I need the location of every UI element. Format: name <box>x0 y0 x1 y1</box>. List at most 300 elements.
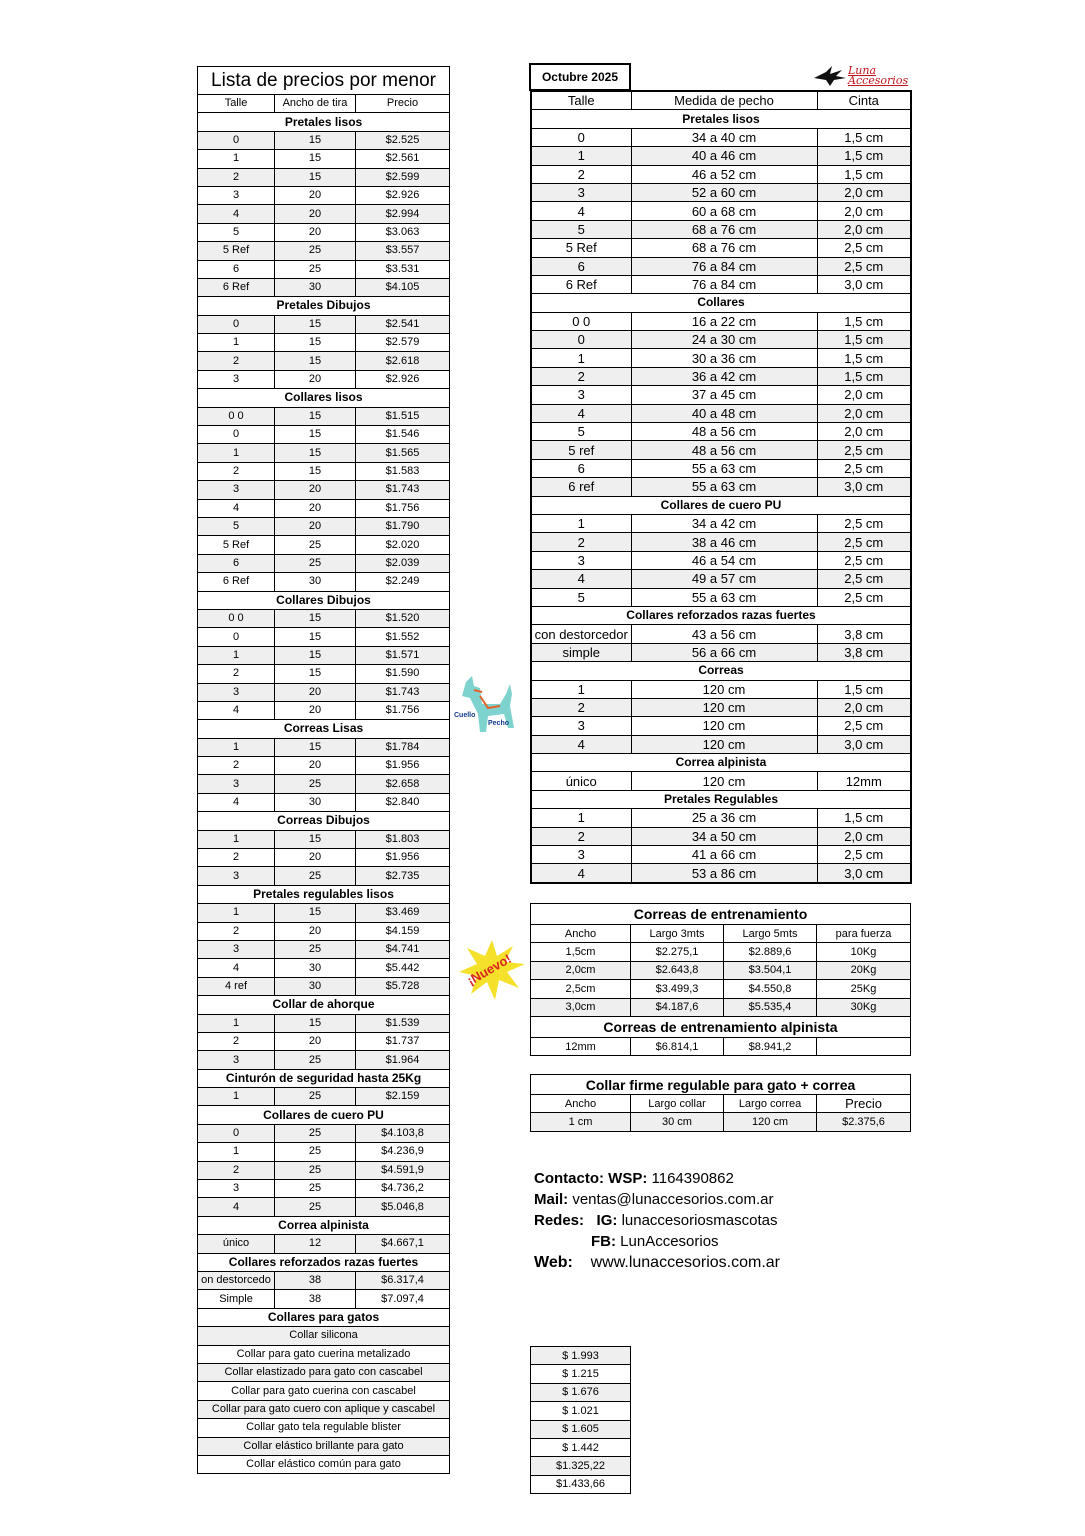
table-row <box>198 1198 450 1216</box>
table-row <box>531 478 911 496</box>
table-cell: 2 <box>198 849 275 867</box>
table-cell: $2.926 <box>356 186 450 204</box>
table-cell: 3,0 cm <box>817 735 911 753</box>
table-cell: $2.249 <box>356 573 450 591</box>
table-row <box>198 444 450 462</box>
column-header: Precio <box>356 95 450 113</box>
table-row <box>198 922 450 940</box>
table-cell: 5 <box>531 220 631 238</box>
table-cell: 3 <box>198 775 275 793</box>
table-cell: 20 <box>275 499 356 517</box>
table-cell: 20 <box>275 922 356 940</box>
table-cell: 30 a 36 cm <box>631 349 817 367</box>
table-cell: 4 <box>198 499 275 517</box>
table-cell: 2 <box>531 533 631 551</box>
table-cell: $3.531 <box>356 260 450 278</box>
table-row <box>531 643 911 661</box>
table-cell: 40 a 46 cm <box>631 147 817 165</box>
cat-item: Collar para gato cuerina metalizado <box>198 1345 450 1363</box>
page-title: Lista de precios por menor <box>198 67 450 95</box>
table-row <box>531 864 911 883</box>
table-cell: 1 <box>531 349 631 367</box>
table-row <box>198 830 450 848</box>
table-cell: 2 <box>531 827 631 845</box>
table-cell: 4 <box>531 864 631 883</box>
table-cell: 5 <box>198 517 275 535</box>
table-cell: $2.599 <box>356 168 450 186</box>
table-cell: 15 <box>275 462 356 480</box>
table-cell: $2.735 <box>356 867 450 885</box>
table-cell: 2 <box>198 922 275 940</box>
table-row <box>198 554 450 572</box>
section-title: Collares Dibujos <box>198 591 450 609</box>
table-cell: 30 <box>275 959 356 977</box>
table-cell: 76 a 84 cm <box>631 275 817 293</box>
contact-facebook: FB: LunAccesorios <box>591 1233 719 1250</box>
table-row <box>198 867 450 885</box>
section-title: Pretales lisos <box>531 110 911 128</box>
table-row <box>198 1235 450 1253</box>
table-row <box>198 1345 450 1363</box>
table-cell: 25 <box>275 536 356 554</box>
table-cell: 15 <box>275 315 356 333</box>
table-cell: 4 <box>198 1198 275 1216</box>
section-header <box>531 110 911 128</box>
table-cell: 1,5 cm <box>817 331 911 349</box>
table-row <box>198 150 450 168</box>
table-cell: 5 Ref <box>198 536 275 554</box>
table-cell: 2,5 cm <box>817 459 911 477</box>
section-title: Cinturón de seguridad hasta 25Kg <box>198 1069 450 1087</box>
section-title: Pretales regulables lisos <box>198 885 450 903</box>
table-cell: 1 <box>531 680 631 698</box>
table-row <box>531 257 911 275</box>
contact-instagram: Redes: IG: lunaccesoriosmascotas <box>534 1212 778 1229</box>
table-row <box>531 809 911 827</box>
section-header <box>531 294 911 312</box>
table-cell: 25 <box>275 242 356 260</box>
table-row <box>198 1143 450 1161</box>
table-cell: 3,0 cm <box>817 864 911 883</box>
dog-icon <box>454 674 522 738</box>
table-cell: 30 <box>275 793 356 811</box>
table-cell: simple <box>531 643 631 661</box>
table-cell: $8.941,2 <box>724 1037 817 1055</box>
table-cell: 43 a 56 cm <box>631 625 817 643</box>
table-cell: 15 <box>275 444 356 462</box>
table-cell: 2 <box>531 165 631 183</box>
training-leash-table <box>530 903 911 1056</box>
table-cell: 1 <box>198 444 275 462</box>
table-cell: 2 <box>198 1032 275 1050</box>
cat-price: $1.325,22 <box>531 1457 631 1475</box>
column-header: Largo 3mts <box>631 925 724 943</box>
table-row <box>198 334 450 352</box>
section-title: Collares reforzados razas fuertes <box>531 606 911 624</box>
table-cell: $1.756 <box>356 499 450 517</box>
table-cell: 25 <box>275 554 356 572</box>
table-cell: 25 <box>275 1143 356 1161</box>
table-cell <box>817 1037 911 1055</box>
table-cell: 16 a 22 cm <box>631 312 817 330</box>
table-cell: $3.063 <box>356 223 450 241</box>
table-cell: 5 Ref <box>198 242 275 260</box>
table-cell: 1 <box>531 809 631 827</box>
table-cell: 3,0 cm <box>817 478 911 496</box>
cat-item: Collar elástico común para gato <box>198 1455 450 1473</box>
table-cell: 34 a 40 cm <box>631 128 817 146</box>
table-row <box>198 738 450 756</box>
table-cell: 3 <box>531 846 631 864</box>
table-cell: $1.515 <box>356 407 450 425</box>
table-row <box>531 998 911 1016</box>
title-row <box>198 67 450 95</box>
table-cell: $4.236,9 <box>356 1143 450 1161</box>
table-row <box>531 1457 631 1475</box>
table-cell: $2.643,8 <box>631 961 724 979</box>
section-header <box>198 885 450 903</box>
table-cell: 20 <box>275 186 356 204</box>
table-cell: 1 <box>198 646 275 664</box>
table-cell: $1.784 <box>356 738 450 756</box>
table-cell: 68 a 76 cm <box>631 220 817 238</box>
table-cell: $1.583 <box>356 462 450 480</box>
table-cell: 120 cm <box>631 680 817 698</box>
table-row <box>198 242 450 260</box>
table-row <box>198 278 450 296</box>
table-row <box>198 646 450 664</box>
table-row <box>198 1051 450 1069</box>
table-row <box>531 386 911 404</box>
table-cell: 1 <box>198 904 275 922</box>
table-cell: 24 a 30 cm <box>631 331 817 349</box>
table-row <box>531 772 911 790</box>
table-cell: $1.552 <box>356 628 450 646</box>
table-row <box>198 757 450 775</box>
table-cell: 15 <box>275 1014 356 1032</box>
table-cell: con destorcedor <box>531 625 631 643</box>
table-row <box>531 827 911 845</box>
brand-logo-text: Luna Accesorios <box>848 64 909 87</box>
section-title: Collares de cuero PU <box>198 1106 450 1124</box>
table-cell: 76 a 84 cm <box>631 257 817 275</box>
table-row <box>531 275 911 293</box>
table-cell: 6 <box>198 260 275 278</box>
retail-price-table <box>197 66 450 1474</box>
header-row <box>531 925 911 943</box>
table-cell: $1.520 <box>356 609 450 627</box>
table-cell: 2,5 cm <box>817 533 911 551</box>
table-row <box>531 183 911 201</box>
table-cell: 2 <box>198 757 275 775</box>
table-cell: 5 <box>531 423 631 441</box>
table-cell: 6 Ref <box>198 573 275 591</box>
table-cell: 4 <box>531 202 631 220</box>
table-cell: $2.840 <box>356 793 450 811</box>
cat-item: Collar elástico brillante para gato <box>198 1437 450 1455</box>
table-cell: 2,0 cm <box>817 202 911 220</box>
table-cell: 0 <box>198 628 275 646</box>
table-cell: 2,5 cm <box>817 846 911 864</box>
table-row <box>198 205 450 223</box>
table-row <box>531 147 911 165</box>
cat-item: Collar elastizado para gato con cascabel <box>198 1363 450 1381</box>
table-cell: 2,5cm <box>531 980 631 998</box>
table-cell: 0 <box>198 1124 275 1142</box>
table-cell: 4 <box>198 959 275 977</box>
table-cell: 2,0 cm <box>817 404 911 422</box>
table-cell: 40 a 48 cm <box>631 404 817 422</box>
table-row <box>531 735 911 753</box>
table-cell: $2.039 <box>356 554 450 572</box>
table-row <box>531 367 911 385</box>
table-cell: $5.535,4 <box>724 998 817 1016</box>
table-row <box>198 426 450 444</box>
table-row <box>198 462 450 480</box>
table-row <box>198 1124 450 1142</box>
table-row <box>198 665 450 683</box>
table-row <box>531 980 911 998</box>
column-header: para fuerza <box>817 925 911 943</box>
section-title: Correas Dibujos <box>198 812 450 830</box>
cat-item: Collar gato tela regulable blister <box>198 1419 450 1437</box>
table-row <box>531 698 911 716</box>
table-row <box>198 1382 450 1400</box>
table-cell: 20 <box>275 205 356 223</box>
table-cell: 3 <box>198 940 275 958</box>
table-row <box>198 1272 450 1290</box>
table-cell: 25 a 36 cm <box>631 809 817 827</box>
table-cell: $2.579 <box>356 334 450 352</box>
section-header <box>531 754 911 772</box>
table-cell: 1 <box>198 1014 275 1032</box>
table-row <box>198 573 450 591</box>
table-row <box>198 517 450 535</box>
table-cell: 55 a 63 cm <box>631 478 817 496</box>
cat-item: Collar para gato cuerina con cascabel <box>198 1382 450 1400</box>
column-header: Ancho de tira <box>275 95 356 113</box>
table-row <box>198 1088 450 1106</box>
table-row <box>198 904 450 922</box>
table-row <box>531 1347 631 1365</box>
table-cell: $5.728 <box>356 977 450 995</box>
table-cell: $2.159 <box>356 1088 450 1106</box>
table-cell: 3,0 cm <box>817 275 911 293</box>
section-header <box>531 496 911 514</box>
table-cell: 2 <box>198 1161 275 1179</box>
table-cell: 48 a 56 cm <box>631 423 817 441</box>
table-cell: 4 ref <box>198 977 275 995</box>
table-row <box>198 1014 450 1032</box>
table-cell: 15 <box>275 628 356 646</box>
table-cell: 2,0 cm <box>817 183 911 201</box>
table-cell: 25 <box>275 940 356 958</box>
table-cell: 120 cm <box>631 717 817 735</box>
table-cell: 5 <box>531 588 631 606</box>
contact-web: Web: www.lunaccesorios.com.ar <box>534 1254 780 1271</box>
table-row <box>531 1037 911 1055</box>
table-cell: 25Kg <box>817 980 911 998</box>
table-row <box>531 1475 631 1493</box>
table-row <box>531 1420 631 1438</box>
table-cell: 20 <box>275 683 356 701</box>
table-cell: 0 0 <box>198 407 275 425</box>
table-cell: 4 <box>198 205 275 223</box>
table-cell: 15 <box>275 830 356 848</box>
table-cell: 1 <box>531 514 631 532</box>
table-cell: único <box>531 772 631 790</box>
table-cell: 0 <box>198 315 275 333</box>
table-row <box>198 536 450 554</box>
table-cell: 0 <box>531 331 631 349</box>
table-cell: 3 <box>198 1051 275 1069</box>
table-cell: $2.020 <box>356 536 450 554</box>
table-row <box>531 128 911 146</box>
table-cell: 25 <box>275 260 356 278</box>
table-cell: 0 <box>198 131 275 149</box>
table-cell: 20 <box>275 370 356 388</box>
table-cell: 25 <box>275 1124 356 1142</box>
table-row <box>198 223 450 241</box>
table-row <box>531 625 911 643</box>
table-cell: 1,5 cm <box>817 312 911 330</box>
section-title: Correas Lisas <box>198 720 450 738</box>
table-row <box>531 202 911 220</box>
table-cell: Simple <box>198 1290 275 1308</box>
table-cell: 2,5 cm <box>817 570 911 588</box>
table-cell: $1.743 <box>356 481 450 499</box>
section-header <box>198 1308 450 1326</box>
table-cell: 4 <box>198 701 275 719</box>
table-row <box>531 588 911 606</box>
table-cell: 2,5 cm <box>817 551 911 569</box>
table-row <box>198 1290 450 1308</box>
table-cell: $2.926 <box>356 370 450 388</box>
table-row <box>531 312 911 330</box>
table-cell: 2,5 cm <box>817 717 911 735</box>
column-header: Talle <box>531 91 631 110</box>
table-row <box>531 514 911 532</box>
section-title: Collares de cuero PU <box>531 496 911 514</box>
table-cell: 15 <box>275 131 356 149</box>
table-row <box>531 1438 631 1456</box>
table-row <box>531 551 911 569</box>
table-cell: 30Kg <box>817 998 911 1016</box>
table-row <box>198 186 450 204</box>
table-row <box>198 168 450 186</box>
cat-price: $ 1.605 <box>531 1420 631 1438</box>
cat-price-table <box>530 1346 631 1494</box>
table-row <box>531 1365 631 1383</box>
table-cell: $2.525 <box>356 131 450 149</box>
section-title: Correa alpinista <box>198 1216 450 1234</box>
table-cell: 41 a 66 cm <box>631 846 817 864</box>
table-cell: 3 <box>198 683 275 701</box>
table-row <box>531 165 911 183</box>
table-cell: 15 <box>275 407 356 425</box>
table-cell: 2,0 cm <box>817 698 911 716</box>
table-cell: 2,0cm <box>531 961 631 979</box>
table-cell: 0 <box>531 128 631 146</box>
table-cell: 34 a 42 cm <box>631 514 817 532</box>
table-row <box>198 315 450 333</box>
section-title: Pretales Dibujos <box>198 297 450 315</box>
section-title: Pretales lisos <box>198 113 450 131</box>
table-cell: 15 <box>275 665 356 683</box>
table-cell: 3 <box>531 551 631 569</box>
table-row <box>198 977 450 995</box>
table-cell: 30 cm <box>631 1113 724 1131</box>
table-cell: 3,8 cm <box>817 643 911 661</box>
table-cell: 2 <box>198 665 275 683</box>
table-cell: 20Kg <box>817 961 911 979</box>
table-cell: 4 <box>198 793 275 811</box>
table-cell: 15 <box>275 150 356 168</box>
column-header: Largo collar <box>631 1095 724 1113</box>
table-cell: 1,5cm <box>531 943 631 961</box>
cat-price: $ 1.993 <box>531 1347 631 1365</box>
table-cell: 38 <box>275 1272 356 1290</box>
table-row <box>531 239 911 257</box>
table-cell: 55 a 63 cm <box>631 459 817 477</box>
table-cell: $1.571 <box>356 646 450 664</box>
table-cell: 1,5 cm <box>817 147 911 165</box>
table-cell: 34 a 50 cm <box>631 827 817 845</box>
table-cell: 1 cm <box>531 1113 631 1131</box>
table-cell: $4.105 <box>356 278 450 296</box>
dog-label-chest: Pecho <box>488 720 510 727</box>
table-cell: $2.994 <box>356 205 450 223</box>
table-cell: 6 Ref <box>531 275 631 293</box>
table-cell: $6.317,4 <box>356 1272 450 1290</box>
table-cell: 2,5 cm <box>817 239 911 257</box>
header-row <box>531 1095 911 1113</box>
table-row <box>531 846 911 864</box>
bird-icon <box>812 64 848 88</box>
table-cell: 12 <box>275 1235 356 1253</box>
table-cell: 4 <box>531 735 631 753</box>
table-cell: 46 a 52 cm <box>631 165 817 183</box>
contact-block <box>534 1168 780 1273</box>
table-cell: 25 <box>275 867 356 885</box>
table-row <box>531 570 911 588</box>
table-cell: 1,5 cm <box>817 680 911 698</box>
table-cell: 4 <box>531 404 631 422</box>
table-cell: $4.591,9 <box>356 1161 450 1179</box>
section-header <box>531 662 911 680</box>
table-cell: 20 <box>275 517 356 535</box>
table-cell: $4.736,2 <box>356 1180 450 1198</box>
section-header <box>198 389 450 407</box>
table-cell: 60 a 68 cm <box>631 202 817 220</box>
table-cell: $1.790 <box>356 517 450 535</box>
table-cell: 120 cm <box>631 772 817 790</box>
section-header <box>198 591 450 609</box>
table-row <box>198 701 450 719</box>
table-row <box>198 1363 450 1381</box>
contact-mail: Mail: ventas@lunaccesorios.com.ar <box>534 1191 774 1208</box>
table-cell: 2,0 cm <box>817 220 911 238</box>
table-cell: $1.565 <box>356 444 450 462</box>
table-row <box>198 1437 450 1455</box>
table-row <box>198 499 450 517</box>
section-header <box>198 1106 450 1124</box>
table-cell: 1 <box>198 738 275 756</box>
table-cell: 120 cm <box>631 698 817 716</box>
table-cell: $1.956 <box>356 849 450 867</box>
table-cell: 120 cm <box>631 735 817 753</box>
table-cell: 1,5 cm <box>817 128 911 146</box>
